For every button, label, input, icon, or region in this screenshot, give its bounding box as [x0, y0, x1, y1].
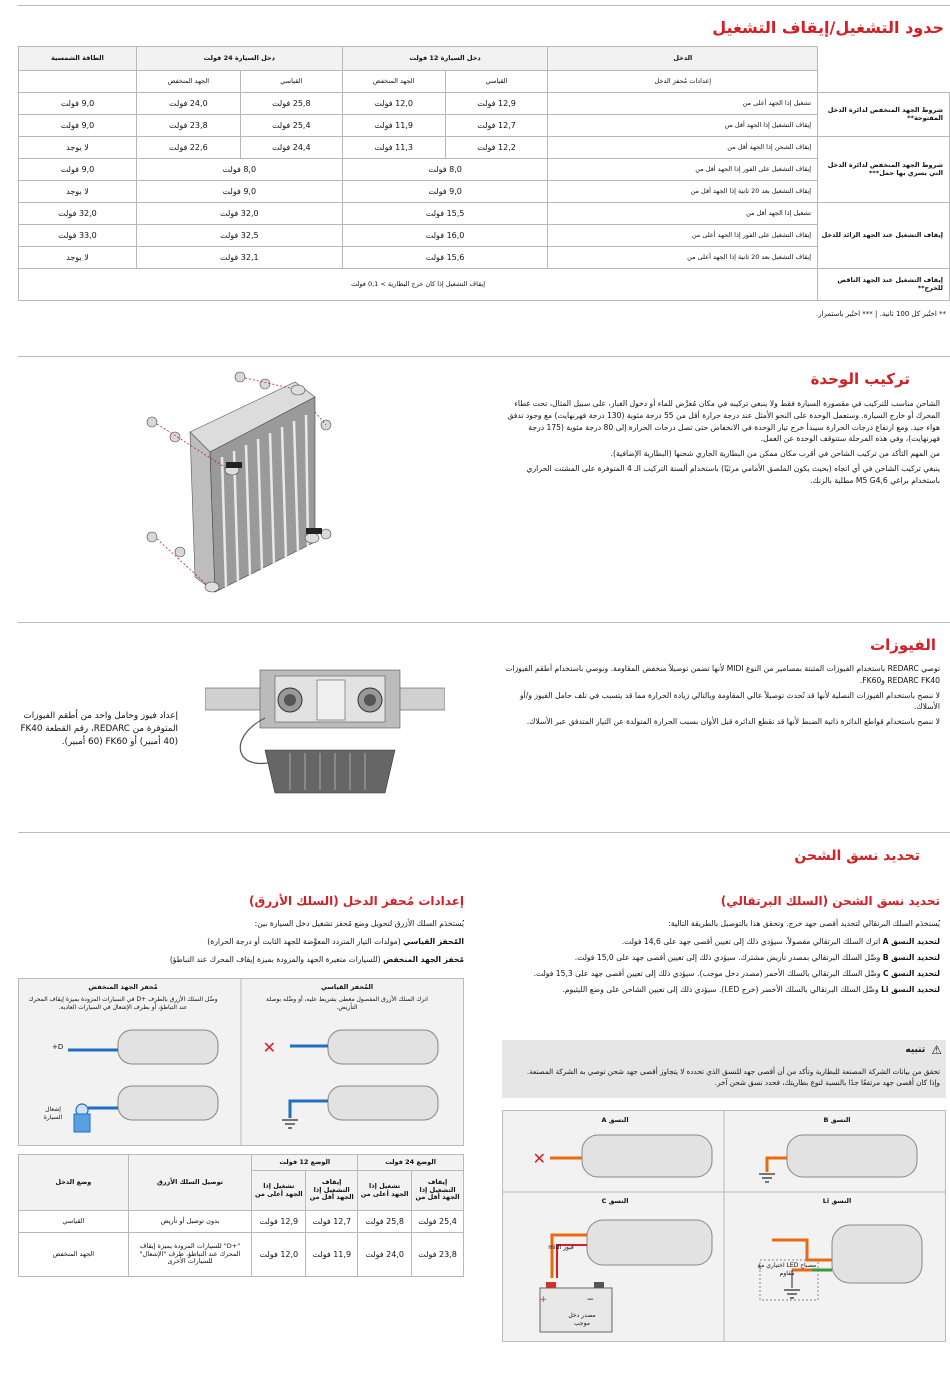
value-cell: 32,0 فولت	[19, 203, 137, 225]
warning-header	[905, 1043, 942, 1057]
blue-std-text: (مولدات التيار المتردد المعوِّضة للجهد الثابت أو درجة الحرارة)	[207, 937, 401, 946]
profile-li-label: لتحديد النسق Li	[881, 984, 940, 994]
profile-a-text: اترك السلك البرتقالي مفصولاً. سيؤدي ذلك إلى تعيين أقصى جهد على 14,6 فولت.	[621, 937, 881, 946]
group-label: إيقاف التشغيل عند الجهد الزائد للدخل	[818, 203, 950, 269]
dplus-label: D+	[52, 1043, 64, 1051]
charger-mounting-illustration	[130, 362, 360, 612]
svg-text:✕: ✕	[532, 1149, 546, 1168]
value-cell: 15,6 فولت	[342, 247, 548, 269]
blue-low-text: (للسيارات متغيرة الجهد والمزودة بميزة إيقاف المحرك عند التباطؤ)	[169, 955, 381, 964]
profile-c-text: وصِّل السلك البرتقالي بالسلك الأحمر (مصدر دخل موجب). سيؤدي ذلك إلى تعيين أقصى جهد على 15,3 فولت.	[533, 968, 881, 978]
v24-header: دخل السيارة 24 فولت	[136, 47, 342, 71]
blue-intro: يُستخدَم السلك الأزرق لتحويل وضع مُحفز تشغيل دخل السيارة بين:	[254, 919, 464, 928]
mode24-header: الوضع 24 فولت	[358, 1155, 464, 1171]
value-cell: 32,0 فولت	[136, 203, 342, 225]
condition-cell: إيقاف التشغيل على الفور إذا الجهد أعلى من	[548, 225, 818, 247]
trigger-settings-header: إعدادات مُحفز الدخل	[548, 71, 818, 93]
ignition-label: إشعال السيارة	[43, 1106, 63, 1121]
value-cell: 9,0 فولت	[19, 159, 137, 181]
value-cell: 32,5 فولت	[136, 225, 342, 247]
value-cell: 8,0 فولت	[342, 159, 548, 181]
value-cell: 9,0 فولت	[136, 181, 342, 203]
mounting-title: تركيب الوحدة	[810, 370, 910, 388]
off24-header: إيقاف التشغيل إذا الجهد أقل من	[412, 1171, 464, 1211]
on12-cell: 12,9 فولت	[252, 1211, 306, 1233]
condition-cell: إيقاف التشغيل بعد 20 ثانية إذا الجهد أقل من	[548, 181, 818, 203]
blue-low-line	[14, 954, 464, 966]
orange-title: تحديد نسق الشحن (السلك البرتقالي)	[720, 894, 940, 908]
value-cell: لا يوجد	[19, 247, 137, 269]
profile-li-item	[520, 984, 940, 997]
fuses-title: الفيوزات	[870, 636, 936, 654]
off12-cell: 11,9 فولت	[306, 1233, 358, 1277]
mounting-paragraph: من المهم التأكد من تركيب الشاحن في أقرب مكان ممكن من البطارية الجاري شحنها (البطارية الإضافية).	[610, 449, 940, 459]
mounting-text	[500, 398, 940, 489]
std-24-header: القياسي	[240, 71, 342, 93]
group-label: شروط الجهد المنخفض لدائرة الدخل المفتوحة**	[818, 93, 950, 137]
value-cell: 12,2 فولت	[445, 137, 548, 159]
box-standard-text: اترك السلك الأزرق المفصول مغطى بشريط عليه، أو وصِّله بوصلة التأريض.	[266, 996, 428, 1011]
fuse-caption: إعداد فيوز وحامل واحد من أطقم الفيوزات المتوفرة من REDARC، رقم القطعة FK40 (40 أمبير) أو FK60 (60 أمبير).	[20, 711, 178, 748]
under-voltage-value: إيقاف التشغيل إذا كان خرج البطارية > 0,1 فولت	[19, 269, 818, 301]
value-cell: 12,9 فولت	[445, 93, 548, 115]
blue-trigger-table	[18, 1154, 464, 1277]
value-cell: 9,0 فولت	[342, 181, 548, 203]
off12-header: إيقاف التشغيل إذا الجهد أقل من	[306, 1171, 358, 1211]
under-voltage-label: إيقاف التشغيل عند الجهد الناقص للخرج**	[818, 269, 950, 301]
midi-fuse-illustration	[205, 658, 445, 798]
solar-header: الطاقة الشمسية	[19, 47, 137, 71]
value-cell: 24,4 فولت	[240, 137, 342, 159]
profile-b-item	[520, 952, 940, 965]
on12-header: تشغيل إذا الجهد أعلى من	[252, 1171, 306, 1211]
on24-cell: 25,8 فولت	[358, 1211, 412, 1233]
profile-c-caption: النسق C	[601, 1197, 629, 1205]
input-header: الدخل	[548, 47, 818, 71]
value-cell: 22,6 فولت	[136, 137, 240, 159]
value-cell: 16,0 فولت	[342, 225, 548, 247]
profile-title: تحديد نسق الشحن	[794, 848, 920, 864]
orange-intro: يُستخدَم السلك البرتقالي لتحديد أقصى جهد خرج. وتحقق هذا بالتوصيل بالطريقة التالية:	[668, 919, 940, 928]
svg-text:−: −	[586, 1295, 594, 1305]
value-cell: 9,0 فولت	[19, 115, 137, 137]
value-cell: 9,0 فولت	[19, 93, 137, 115]
condition-cell: تشغيل إذا الجهد أعلى من	[548, 93, 818, 115]
led-optional-label: مصباح LED اختياري مع مقاوم	[757, 1262, 817, 1277]
warning-title: تنبيه	[905, 1045, 926, 1055]
mode12-header: الوضع 12 فولت	[252, 1155, 358, 1171]
svg-text:✕: ✕	[262, 1038, 276, 1057]
value-cell: 23,8 فولت	[136, 115, 240, 137]
fuses-paragraph: لا ننصح باستخدام الفيوزات النصلية لأنها قد تُحدث توصيلاً عالي المقاومة وبالتالي زيادة الحرارة مما قد يتسبب في تلف حامل الفيوز و/أو الأسلاك.	[520, 690, 940, 712]
profile-li-caption: النسق Li	[822, 1197, 852, 1205]
on12-cell: 12,0 فولت	[252, 1233, 306, 1277]
on24-header: تشغيل إذا الجهد أعلى من	[358, 1171, 412, 1211]
blue-std-label: المُحفز القياسي	[403, 937, 464, 946]
mounting-paragraph: الشاحن مناسب للتركيب في مقصورة السيارة فقط ولا ينبغي تركيبه في مكان مُعرَّض للماء أو دخول الغبار، على سبيل المثال، تحت غطاء المحرك أو خارج السيارة. وستعمل الوحدة على النحو الأمثل عند درجة حرارة أقل من 55 درجة مئوية (130 درجة فهرنهايت) مع وجود تدفق هواء جيد. ومع ارتفاع درجات الحرارة سيبدأ خرج تيار الوحدة في الانخفاض حتى تصل درجات الحرارة إلى 80 درجة مئوية (175 درجة فهرنهايت)، وفي هذه المرحلة ستتوقف الوحدة عن العمل.	[507, 399, 940, 444]
low-24-header: الجهد المنخفض	[136, 71, 240, 93]
fuses-text	[500, 663, 940, 731]
fuses-paragraph: توصي REDARC باستخدام الفيوزات المثبتة بمسامير من النوع MIDI لأنها تضمن توصيلاً منخفض المقاومة. ونوصي باستخدام أطقم الفيوزات REDARC FK40 وFK60.	[505, 664, 940, 685]
limits-table	[18, 46, 950, 301]
wiring-cell: بدون توصيل أو تأريض	[128, 1211, 252, 1233]
off24-cell: 23,8 فولت	[412, 1233, 464, 1277]
positive-source-label: مصدر دخل موجب	[568, 1312, 596, 1327]
midi-fuse-label: فيوز midi	[548, 1244, 574, 1251]
value-cell: 12,7 فولت	[445, 115, 548, 137]
value-cell: 12,0 فولت	[342, 93, 445, 115]
svg-text:+: +	[539, 1295, 547, 1305]
profile-a-label: لتحديد النسق A	[882, 937, 940, 946]
profile-a-caption: النسق A	[601, 1116, 629, 1124]
blue-std-line	[14, 936, 464, 948]
off24-cell: 25,4 فولت	[412, 1211, 464, 1233]
value-cell: 25,8 فولت	[240, 93, 342, 115]
mounting-paragraph: ينبغي تركيب الشاحن في أي اتجاه (بحيث يكون الملصق الأمامي مرئيًا) باستخدام ألسنة التركيب الـ 4 المتوفرة على المشتت الحراري باستخدام براغي M5 G4,6 مطلية بالزنك.	[526, 463, 940, 485]
group-label: شروط الجهد المنخفض لدائرة الدخل التي يسري بها حمل***	[818, 137, 950, 203]
condition-cell: إيقاف التشغيل بعد 20 ثانية إذا الجهد أعلى من	[548, 247, 818, 269]
limits-title: حدود التشغيل/إيقاف التشغيل	[712, 18, 944, 37]
condition-cell: تشغيل إذا الجهد أقل من	[548, 203, 818, 225]
value-cell: لا يوجد	[19, 181, 137, 203]
value-cell: 8,0 فولت	[136, 159, 342, 181]
wiring-header: توصيل السلك الأزرق	[128, 1155, 252, 1211]
condition-cell: إيقاف التشغيل على الفور إذا الجهد أقل من	[548, 159, 818, 181]
value-cell: 33,0 فولت	[19, 225, 137, 247]
profile-c-label: لتحديد النسق C	[882, 968, 940, 978]
profile-b-label: لتحديد النسق B	[882, 952, 940, 962]
profile-a-item	[520, 936, 940, 949]
box-standard-title: المُحفز القياسي	[320, 983, 374, 991]
value-cell: 11,9 فولت	[342, 115, 445, 137]
mode-cell: القياسي	[19, 1211, 129, 1233]
off12-cell: 12,7 فولت	[306, 1211, 358, 1233]
profile-c-item	[520, 968, 940, 981]
blue-low-label: مُحفز الجهد المنخفض	[383, 955, 464, 964]
profile-b-caption: النسق B	[823, 1116, 851, 1124]
condition-cell: إيقاف الشحن إذا الجهد أقل من	[548, 137, 818, 159]
box-low-text: وصِّل السلك الأزرق بالطرف +D في السيارات المزودة بميزة إيقاف المحرك عند التباطؤ، أو بطرف الإشعال في السيارات العادية.	[28, 996, 218, 1011]
std-12-header: القياسي	[445, 71, 548, 93]
value-cell: 11,3 فولت	[342, 137, 445, 159]
condition-cell: إيقاف التشغيل إذا الجهد أقل من	[548, 115, 818, 137]
blue-title: إعدادات مُحفز الدخل (السلك الأزرق)	[249, 894, 464, 908]
warning-icon: ⚠	[931, 1043, 942, 1057]
value-cell: 32,1 فولت	[136, 247, 342, 269]
low-12-header: الجهد المنخفض	[342, 71, 445, 93]
value-cell: 25,4 فولت	[240, 115, 342, 137]
value-cell: 24,0 فولت	[136, 93, 240, 115]
mode-header: وضع الدخل	[19, 1155, 129, 1211]
warning-text: تحقق من بيانات الشركة المصنعة للبطارية وتأكد من أن أقصى جهد للنسق الذي تحدده لا يتجاوز أقصى جهد شحن توصي به الشركة المصنعة. وإذا كان أقصى جهد مرتفعًا جدًا بالنسبة لنوع بطاريتك، فحدد نسق شحن آخر.	[526, 1067, 940, 1088]
profile-diagrams	[502, 1110, 946, 1342]
wiring-cell: "+D" للسيارات المزودة بميزة إيقاف المحرك عند التباطؤ، طرف "الإشعال" للسيارات الأخرى	[128, 1233, 252, 1277]
orange-items	[520, 936, 940, 1000]
value-cell: لا يوجد	[19, 137, 137, 159]
profile-b-text: وصِّل السلك البرتقالي بمصدر تأريض مشترك. سيؤدي ذلك إلى تعيين أقصى جهد على 15,0 فولت.	[574, 952, 881, 962]
box-low-title: مُحفز الجهد المنخفض	[88, 983, 158, 991]
profile-li-text: وصِّل السلك البرتقالي بالسلك الأخضر (خرج LED). سيؤدي ذلك إلى تعيين الشاحن على وضع الليثيوم.	[562, 984, 879, 994]
fuses-paragraph: لا ننصح باستخدام قواطع الدائرة ذاتية الضبط لأنها قد تقطع الدائرة قبل الأوان بسبب الحرارة المتولدة عن التيار المتدفق عبر الأسلاك.	[526, 717, 940, 727]
limits-footnote: ** اختُبر كل 100 ثانية. | *** اختُبر باستمرار.	[815, 310, 946, 318]
mode-cell: الجهد المنخفض	[19, 1233, 129, 1277]
on24-cell: 24,0 فولت	[358, 1233, 412, 1277]
value-cell: 15,5 فولت	[342, 203, 548, 225]
v12-header: دخل السيارة 12 فولت	[342, 47, 548, 71]
